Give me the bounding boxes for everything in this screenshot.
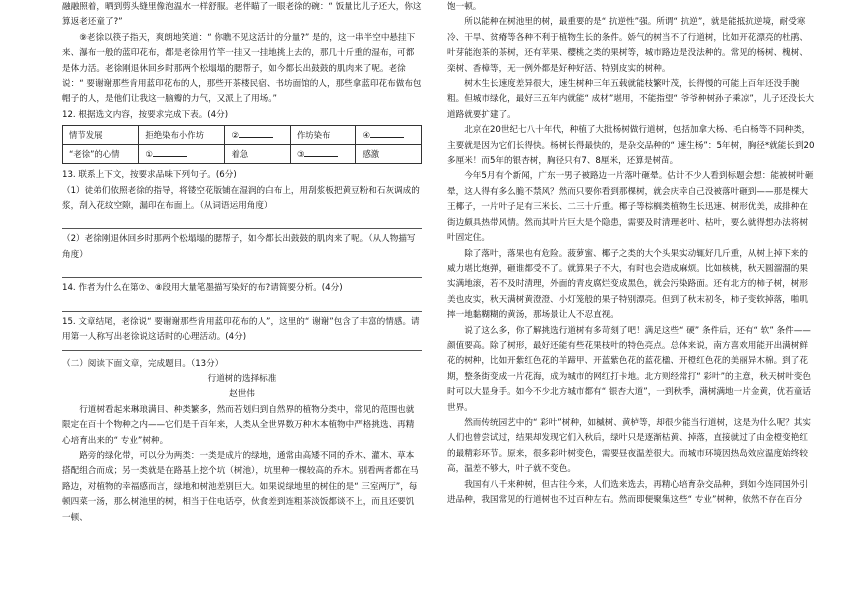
article-paragraph-2: 路旁的绿化带，可以分为两类：一类是成片的绿地，通常由高矮不同的乔木、灌木、草本搭配组合而成；另一类就是在路基上挖个坑（树池），坑里种一棵较高的乔木。别看两者都在马路边，对植物的幸福感而言，绿地和树池差别巨大。如果说绿地里的树住的是“ 三室两厅”，每顿四菜一汤，那么树池里的树，相当于住电话亭，伙食差到连粗茶淡饭都谈不上，而且还要饥一顿、: [62, 450, 419, 523]
table-cell: 感激: [356, 145, 422, 164]
table-cell[interactable]: ①: [139, 145, 225, 164]
plot-emotion-table: [62, 125, 422, 164]
question-13-part-1: （1）徒弟们依照老徐的指导，将镂空花版铺在湿润的白布上，用刮浆板把黄豆粉和石灰调成的浆，刮入花纹空隙，漏印在布面上。（从词语运用角度）: [62, 185, 420, 212]
table-row: [63, 126, 422, 145]
table-row: [63, 145, 422, 164]
article-paragraph-9: 然而传统园艺中的“ 彩叶”树种，如槭树、黄栌等，却很少能当行道树，这是为什么呢？其实人们也曾尝试过，结果却发现它们入秋后，绿叶只是逐渐枯黄、掉落，直接就过了由金橙变艳红的最精彩环节。原来，很多彩叶树变色，需要昼夜温差很大。而城市环境因热岛效应温度始终较高，温差不够大，叶子就不变色。: [447, 417, 811, 475]
table-cell[interactable]: ④: [356, 126, 422, 145]
article-paragraph-6: 今年5月有个新闻，广东一男子被路边一片落叶砸晕。估计不少人看到标题会想：能被树叶砸晕，这人得有多么脆不禁风？然而只要你看到那棵树，就会庆幸自己没被落叶砸到——那是棵大王椰子，一片叶子足有三米长、二三十斤重。椰子等棕榈类植物生长迅速、树形优美，成排种在街边颇具热带风情。然而其叶片巨大是个隐患，需要及时清理老叶、枯叶，要么就得想办法将树叶固定住。: [447, 171, 814, 244]
table-cell[interactable]: ③: [290, 145, 356, 164]
answer-line[interactable]: [62, 216, 422, 229]
question-13-part-2: （2）老徐刚退休回乡时那两个松塌塌的腮帮子，如今都长出鼓鼓的肌肉来了呢。（从人物描写角度）: [62, 234, 416, 260]
article-paragraph-7: 除了落叶，落果也有危险。菠萝蜜、椰子之类的大个头果实动辄好几斤重，从树上掉下来的威力堪比炮弹，砸谁都受不了。就算果子不大，有时也会造成麻烦。比如核桃，秋天圆溜溜的果实满地滚，若不及时清理，外面的青皮腐烂变成黑色，就会污染路面。还有北方的柿子树，树形美也皮实，秋天满树黄澄澄、小灯笼般的果子特别漂亮。但到了秋末初冬，柿子变软掉落，啪叽摔一地黏糊糊的黄汤，那场景让人不忍直视。: [447, 248, 808, 321]
right-column: [447, 0, 815, 508]
article-paragraph-4: 树木生长速度差异很大，速生树种三年五载就能枝繁叶茂，长得慢的可能上百年还没手腕粗。但城市绿化，最好三五年内就能“ 成材”堪用，不能指望“ 爷爷种树孙子乘凉”，儿子还没长大道路就要扩建了。: [447, 79, 815, 120]
section-2-heading: （二）阅读下面文章，完成题目。（13分）: [62, 358, 224, 369]
article-title: 行道树的选择标准: [207, 373, 277, 384]
article-paragraph-1: 行道树看起来琳琅满目、种类繁多，然而若划归到自然界的植物分类中，常见的范围也就限定在百十个物种之内——它们是千百年来，人类从全世界数万种木本植物中严格挑选、再精心培育出来的“ 专业”树种。: [62, 404, 415, 446]
article-paragraph-3: 所以能种在树池里的树，最重要的是“ 抗逆性”强。所谓“ 抗逆”，就是能抵抗逆境，耐受寒冷、干旱、贫瘠等各种不利于植物生长的条件。娇气的树当不了行道树，比如开花漂亮的杜鹃、叶芽能泡茶的茶树，还有苹果、樱桃之类的果树等，城市路边是没法种的。常见的杨树、槐树、栾树、香樟等，无一例外都是好种好活、特别皮实的树种。: [447, 17, 808, 74]
table-cell: 作坊染布: [290, 126, 356, 145]
table-cell: 拒绝染布小作坊: [139, 126, 225, 145]
story-paragraph-9: ⑨老徐以筷子指天，爽朗地笑道：“ 你瞧不见这活计的分量?” 是的，这一串半空中悬挂下来、瀑布一般的蓝印花布，都是老徐用竹竿一挂又一挂地挑上去的，那几十斤重的湿布，可都是体力活。老徐刚退休回乡时那两个松塌塌的腮帮子，如今都长出鼓鼓的肌肉来了呢。老徐说：“ 要谢谢那些肯用蓝印花布的人，那些开茶楼民宿、书坊面馆的人，那些拿蓝印花布做布包帽子的人，是他们让我这一脑瓣的力气，又派上了用场。”: [62, 32, 422, 105]
table-cell: 着急: [225, 145, 291, 164]
question-12: 12. 根据选文内容，按要求完成下表。(4分): [62, 109, 229, 120]
question-15: 15. 文章结尾，老徐说“ 要谢谢那些肯用蓝印花布的人”，这里的“ 谢谢”包含了丰富的情感。请用第一人称写出老徐说这话时的心理活动。(4分): [62, 316, 420, 343]
question-13: 13. 联系上下文，按要求品味下列句子。(6分): [62, 170, 237, 181]
question-14: 14. 作者为什么在第⑦、⑧段用大量笔墨描写染好的布?请简要分析。(4分): [62, 283, 343, 294]
article-paragraph-continued: 饱一顿。: [447, 2, 482, 12]
article-paragraph-10: 我国有八千来种树，但古往今来，人们选来选去，再精心培育杂交品种，到如今连同国外引进品种，我国常见的行道树也不过百种左右。然而即便聚集这些“ 专业”树种，依然不存在百分: [447, 479, 808, 505]
answer-line[interactable]: [62, 299, 422, 312]
answer-line[interactable]: [62, 265, 422, 278]
table-cell: 情节发展: [63, 126, 139, 145]
left-column: [62, 0, 422, 526]
table-cell: “老徐”的心情: [63, 145, 139, 164]
story-paragraph-continued: 融融照着，晒到剪头缝里像泡温水一样舒服。老伴瞄了一眼老徐的碗：“ 饭量比儿子还大，你这算返老还童了?”: [62, 2, 422, 28]
article-paragraph-5: 北京在20世纪七八十年代，种植了大批杨树做行道树，包括加拿大杨、毛白杨等不同种类，主要就是因为它们长得快。杨树长得最快的，是杂交品种的“ 速生杨”：5年树，胸径*就能长到20多厘米！而5年的银杏树，胸径只有7、8厘米，还算是树苗。: [447, 125, 815, 167]
article-author: 赵世伟: [229, 389, 255, 400]
table-cell[interactable]: ②: [225, 126, 291, 145]
article-paragraph-8: 说了这么多，你了解挑选行道树有多苛刻了吧！满足这些“ 硬” 条件后，还有“ 软” 条件——颜值要高。除了树形，最好还能有些花果枝叶的特色亮点。总体来说，南方喜欢用能开出满树鲜花的树种，比如开紫红色花的羊蹄甲、开蓝紫色花的蓝花楹、开橙红色花的美丽异木棉。到了花期，整条街变成一片花海，成为城市的网红打卡地。北方则经常打“ 彩叶”的主意，秋天树叶变色时可以大显身手。如今不少北方城市都有“ 银杏大道”，一到秋季，满树满地一片金黄，优若童话世界。: [447, 325, 811, 413]
section-divider: [62, 350, 422, 351]
